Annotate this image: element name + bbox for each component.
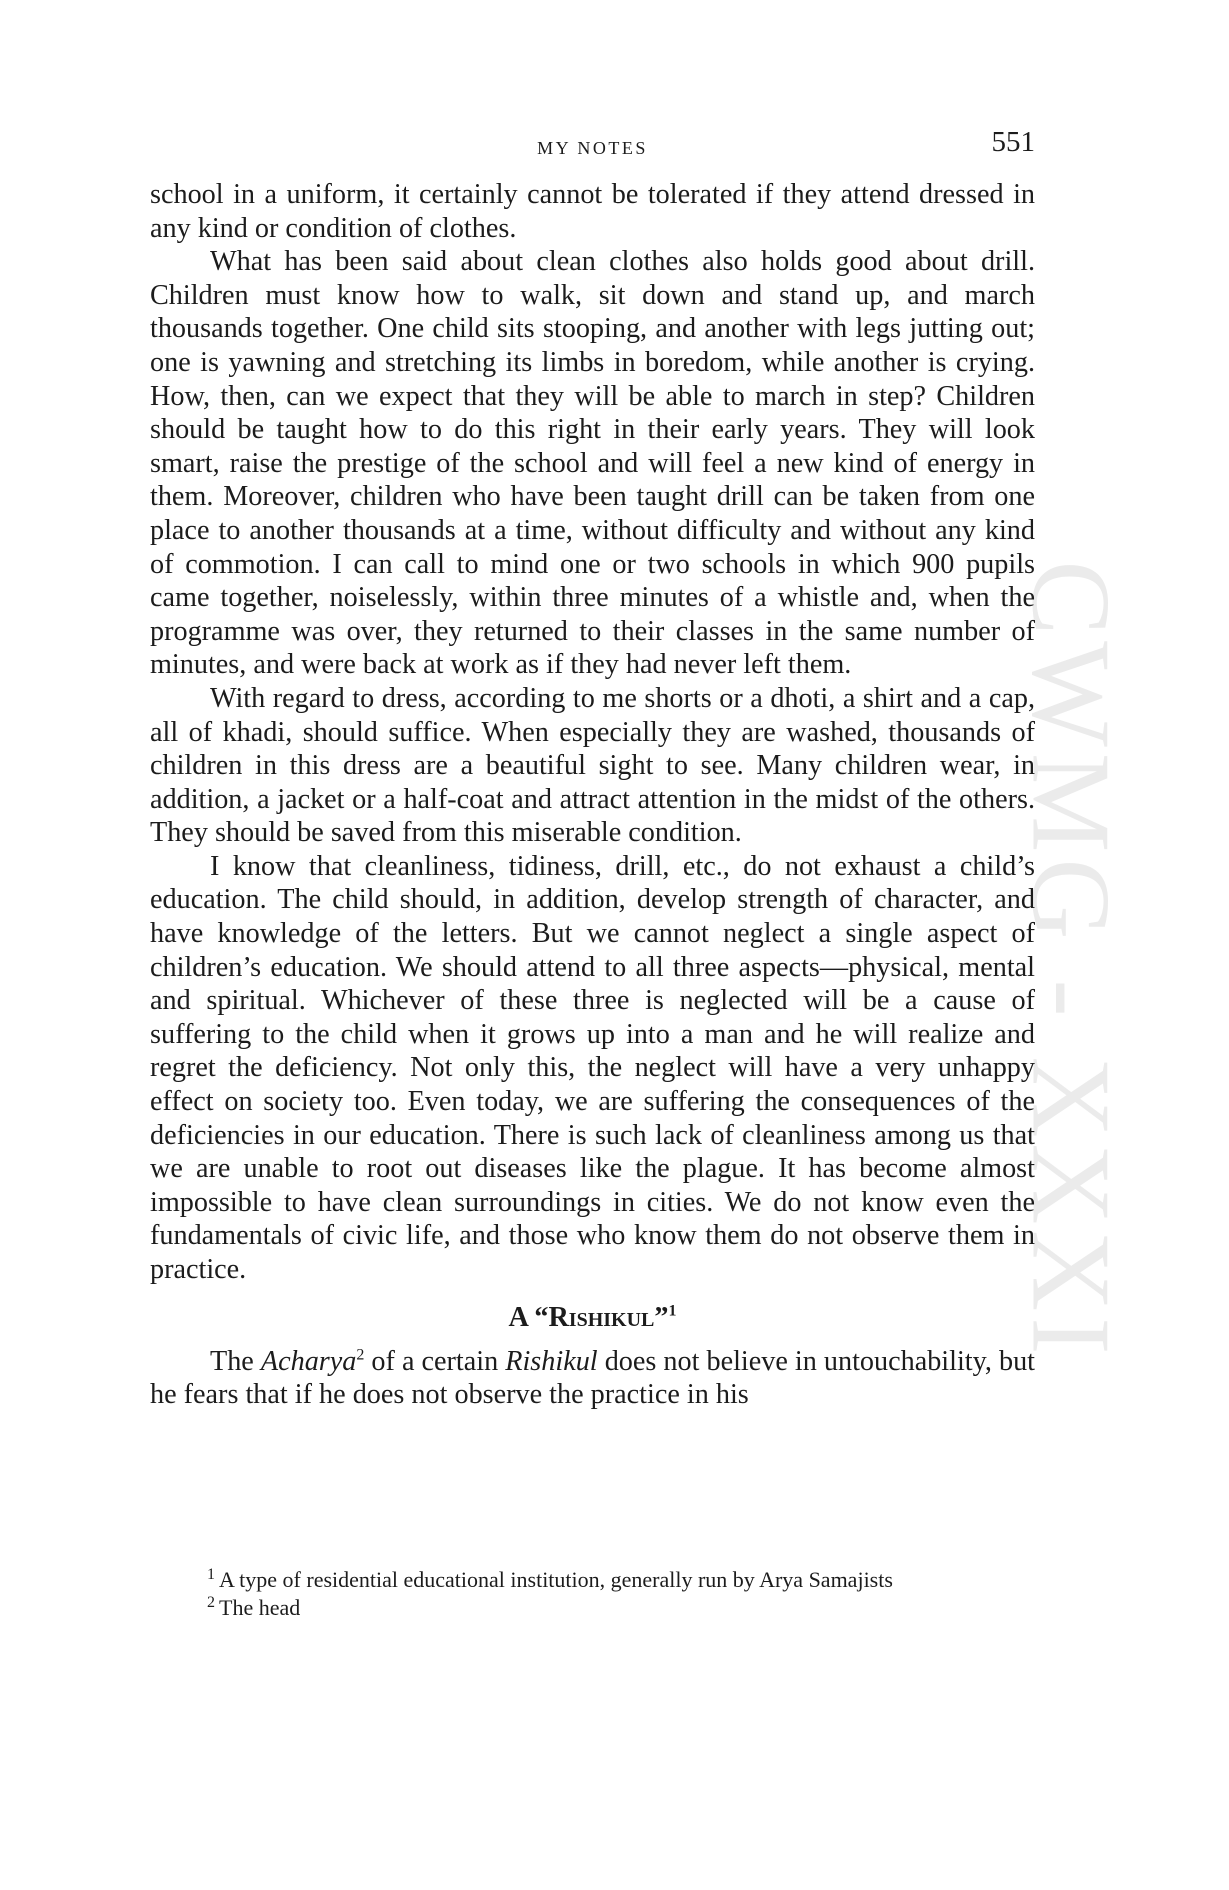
footnote — [150, 1594, 1035, 1622]
paragraph: With regard to dress, according to me shorts or a dhoti, a shirt and a cap, all of khadi, should suffice. When especially they are washed, thousands of children in this dress are a beautiful sight to see. Many children wear, in addition, a jacket or a half-coat and attract attention in the midst of the others. They should be saved from this miserable condition. — [150, 682, 1035, 849]
paragraph: What has been said about clean clothes also holds good about drill. Children must know how to walk, sit down and stand up, and march thousands together. One child sits stooping, and another with legs jutting out; one is yawning and stretching its limbs in boredom, while another is crying. How, then, can we expect that they will be able to march in step? Children should be taught how to do this right in their early years. They will look smart, raise the prestige of the school and will feel a new kind of energy in them. Moreover, children who have been taught drill can be taken from one place to another thousands at a time, without difficulty and without any kind of commotion. I can call to mind one or two schools in which 900 pupils came together, noiselessly, within three minutes of a whistle and, when the programme was over, they returned to their classes in the same number of minutes, and were back at work as if they had never left them. — [150, 246, 1035, 681]
footnote-mark: 1 — [207, 1565, 215, 1583]
paragraph: school in a uniform, it certainly cannot be tolerated if they attend dressed in any kind or condition of clothes. — [150, 179, 1035, 244]
footnotes — [150, 1566, 1035, 1622]
footnote — [150, 1566, 1035, 1594]
footnote-mark: 2 — [207, 1593, 215, 1611]
paragraph: I know that cleanliness, tidiness, drill, etc., do not exhaust a child’s education. The child should, in addition, develop strength of character, and have knowledge of the letters. But we cannot neglect a single aspect of children’s education. We should attend to all three aspects—physical, mental and spiritual. Whichever of these three is neglected will be a cause of suffering to the child when it grows up into a man and he will realize and regret the deficiency. Not only this, the neglect will have a very unhappy effect on society too. Even today, we are suffering the consequences of the deficiencies in our education. There is such lack of cleanliness among us that we are unable to root out diseases like the plague. It has become almost impossible to have clean surroundings in cities. We do not know even the fundamentals of civic life, and those who know them do not observe them in practice. — [150, 850, 1035, 1285]
paragraph — [150, 1345, 1035, 1412]
term-rishikul: Rishikul — [505, 1345, 598, 1377]
paragraph-middle: of a certain — [364, 1345, 506, 1377]
section-heading — [150, 1301, 1035, 1335]
watermark-text: CWMG - XXXI — [1008, 559, 1133, 1361]
footnote-text: The head — [219, 1595, 301, 1620]
section-heading-prefix: A “ — [508, 1301, 549, 1333]
term-acharya: Acharya — [260, 1345, 357, 1377]
running-head: MY NOTES — [537, 138, 648, 158]
paragraph-rest: does not believe in untouchability, but he fears that if he does not observe the practice in his — [150, 1345, 1035, 1411]
section-heading-suffix: ” — [654, 1301, 669, 1333]
footnote-ref-2: 2 — [356, 1346, 365, 1364]
footnote-text: A type of residential educational institution, generally run by Arya Samajists — [219, 1567, 893, 1592]
footnote-ref-1: 1 — [668, 1302, 677, 1320]
page-number: 551 — [991, 126, 1035, 158]
paragraph-intro: The — [210, 1345, 261, 1377]
section-heading-title: Rishikul — [548, 1301, 655, 1333]
body-text — [150, 178, 1035, 1412]
page-header — [150, 126, 1035, 166]
